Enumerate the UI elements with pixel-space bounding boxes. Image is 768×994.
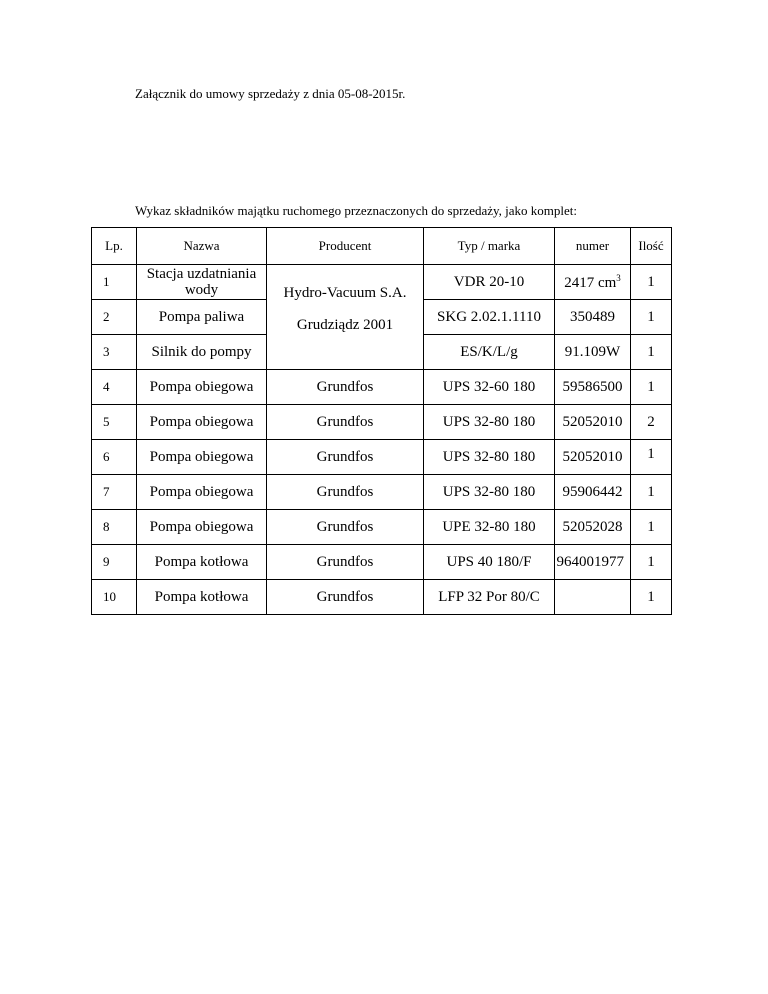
cell-producer: Grundfos xyxy=(267,580,424,615)
cell-name: Pompa obiegowa xyxy=(137,440,267,475)
cell-type: SKG 2.02.1.1110 xyxy=(424,300,555,335)
cell-lp: 7 xyxy=(92,475,137,510)
cell-type: UPS 32-80 180 xyxy=(424,405,555,440)
cell-qty: 1 xyxy=(631,475,672,510)
table-row xyxy=(92,405,672,440)
cell-qty: 1 xyxy=(631,580,672,615)
intro-text: Wykaz składników majątku ruchomego przeznaczonych do sprzedaży, jako komplet: xyxy=(135,203,578,218)
cell-lp: 2 xyxy=(92,300,137,335)
col-lp: Lp. xyxy=(92,228,137,265)
cell-number: 52052010 xyxy=(555,440,631,475)
cell-name: Pompa obiegowa xyxy=(137,370,267,405)
cell-type: UPS 32-60 180 xyxy=(424,370,555,405)
producer-line1: Hydro-Vacuum S.A. xyxy=(283,285,407,301)
table-row xyxy=(92,510,672,545)
table-row xyxy=(92,545,672,580)
cell-name: Pompa kotłowa xyxy=(137,545,267,580)
cell-type: LFP 32 Por 80/C xyxy=(424,580,555,615)
cell-name xyxy=(137,265,267,300)
cell-number: 59586500 xyxy=(555,370,631,405)
cell-number: 52052010 xyxy=(555,405,631,440)
cell-lp: 9 xyxy=(92,545,137,580)
cell-lp: 10 xyxy=(92,580,137,615)
cell-qty: 1 xyxy=(631,335,672,370)
cell-lp: 5 xyxy=(92,405,137,440)
table-row xyxy=(92,265,672,300)
cell-type: UPS 32-80 180 xyxy=(424,475,555,510)
cell-type: ES/K/L/g xyxy=(424,335,555,370)
cell-lp: 8 xyxy=(92,510,137,545)
cell-number: 350489 xyxy=(555,300,631,335)
cell-lp: 4 xyxy=(92,370,137,405)
cell-name: Pompa obiegowa xyxy=(137,475,267,510)
cell-qty: 1 xyxy=(631,370,672,405)
cell-producer-shared xyxy=(267,265,424,370)
table-row xyxy=(92,370,672,405)
cell-lp: 6 xyxy=(92,440,137,475)
cell-type: UPS 32-80 180 xyxy=(424,440,555,475)
cell-number: 52052028 xyxy=(555,510,631,545)
cell-type: UPE 32-80 180 xyxy=(424,510,555,545)
col-number: numer xyxy=(555,228,631,265)
cell-number: 964001977 xyxy=(555,545,631,580)
cell-qty: 1 xyxy=(631,545,672,580)
cell-name: Pompa kotłowa xyxy=(137,580,267,615)
cell-qty: 1 xyxy=(631,265,672,300)
cell-lp: 3 xyxy=(92,335,137,370)
cell-type: UPS 40 180/F xyxy=(424,545,555,580)
cell-type: VDR 20-10 xyxy=(424,265,555,300)
col-qty: Ilość xyxy=(631,228,672,265)
cell-number: 95906442 xyxy=(555,475,631,510)
cell-qty: 1 xyxy=(631,440,672,475)
cell-producer: Grundfos xyxy=(267,545,424,580)
name-line2: wody xyxy=(184,282,219,298)
cell-name: Pompa paliwa xyxy=(137,300,267,335)
cell-qty: 2 xyxy=(631,405,672,440)
cell-qty: 1 xyxy=(631,510,672,545)
cell-number: 91.109W xyxy=(555,335,631,370)
table-row xyxy=(92,440,672,475)
name-line1: Stacja uzdatniania xyxy=(146,266,257,282)
col-type: Typ / marka xyxy=(424,228,555,265)
table-row xyxy=(92,580,672,615)
cell-name: Pompa obiegowa xyxy=(137,405,267,440)
cell-name: Pompa obiegowa xyxy=(137,510,267,545)
attachment-heading: Załącznik do umowy sprzedaży z dnia 05-08-2015r. xyxy=(135,86,406,101)
cell-producer: Grundfos xyxy=(267,475,424,510)
cell-producer: Grundfos xyxy=(267,370,424,405)
cell-number: 2417 $cm^3$ xyxy=(555,265,631,300)
table-header-row xyxy=(92,228,672,265)
cell-lp: 1 xyxy=(92,265,137,300)
cell-name: Silnik do pompy xyxy=(137,335,267,370)
producer-line2: Grudziądz 2001 xyxy=(296,317,394,333)
cell-producer: Grundfos xyxy=(267,440,424,475)
col-name: Nazwa xyxy=(137,228,267,265)
inventory-table xyxy=(91,227,672,615)
cell-qty: 1 xyxy=(631,300,672,335)
cell-producer: Grundfos xyxy=(267,405,424,440)
col-producer: Producent xyxy=(267,228,424,265)
cell-producer: Grundfos xyxy=(267,510,424,545)
cell-number xyxy=(555,580,631,615)
table-row xyxy=(92,475,672,510)
